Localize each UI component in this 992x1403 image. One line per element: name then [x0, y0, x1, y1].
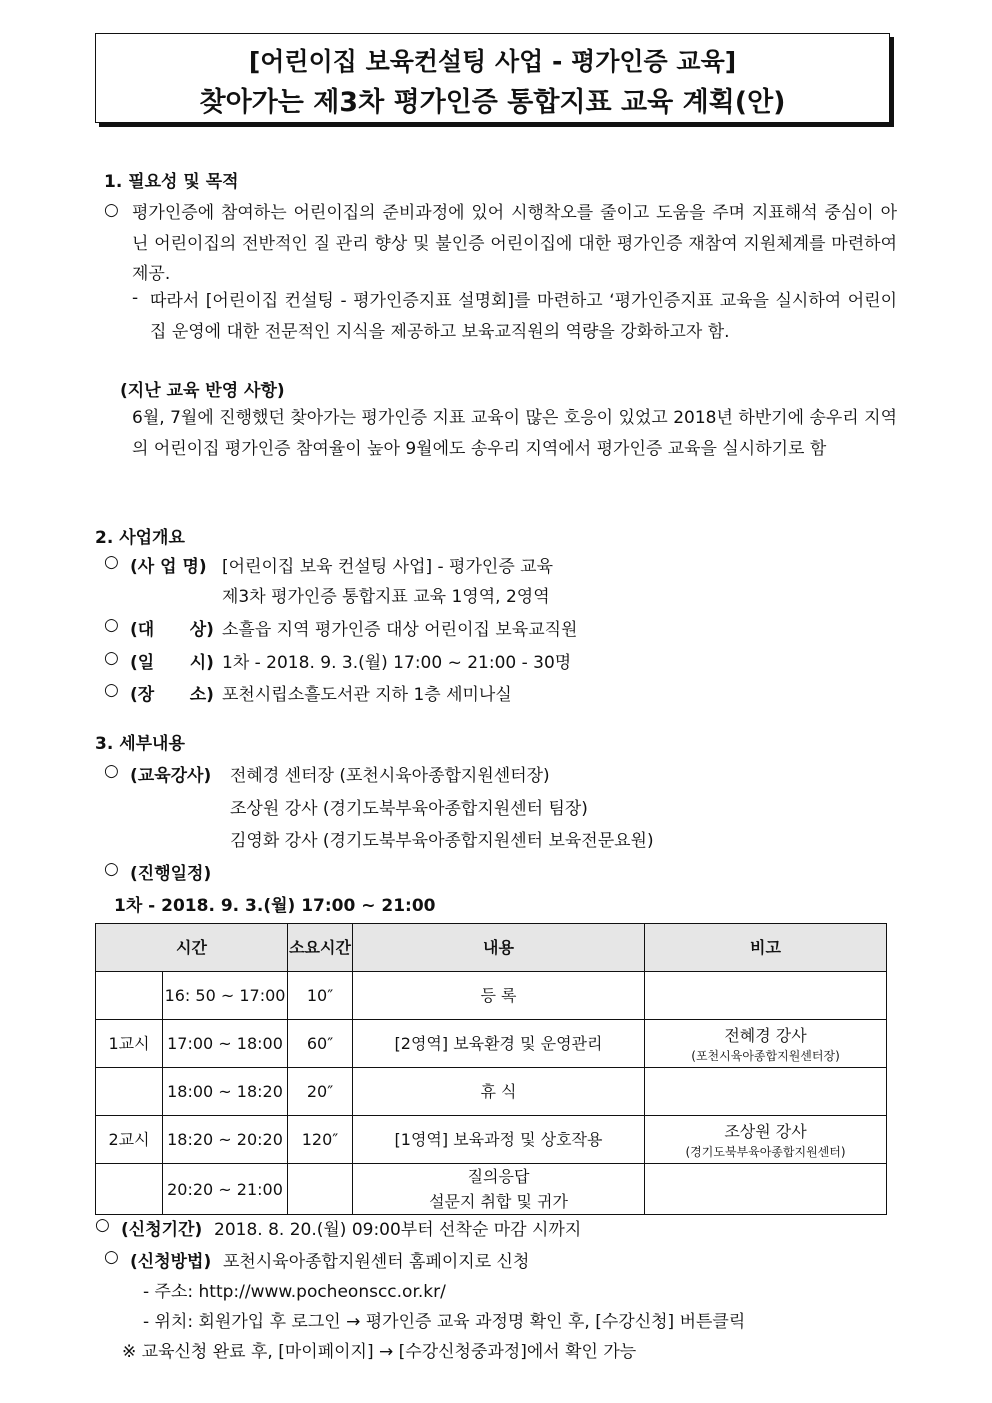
section1-para: 평가인증에 참여하는 어린이집의 준비과정에 있어 시행착오를 줄이고 도움을 주며 지표해석 중심이 아닌 어린이집의 전반적인 질 관리 향상 및 불인증 어린이집에 대한 평가인증 재참여 지원체계를 마련하여 제공.	[132, 203, 897, 284]
row-duration: 20″	[288, 1068, 353, 1116]
overview-bullet-target: ○	[104, 615, 119, 635]
title-box	[95, 33, 890, 123]
section3-heading: 3. 세부내용	[95, 734, 185, 754]
overview-value-target: 소흘읍 지역 평가인증 대상 어린이집 보육교직원	[222, 620, 578, 640]
table-row	[96, 1068, 887, 1116]
overview-label-target: (대 상)	[130, 620, 214, 640]
row-content-line1: 질의응답	[467, 1167, 530, 1186]
apply-period-value: 2018. 8. 20.(월) 09:00부터 선착순 마감 시까지	[214, 1220, 582, 1240]
table-row	[96, 1116, 887, 1164]
section1-sub-para: 따라서 [어린이집 컨설팅 - 평가인증지표 설명회]를 마련하고 ‘평가인증지표 교육을 실시하여 어린이집 운영에 대한 전문적인 지식을 제공하고 보육교직원의 역량을 강화하고자 함.	[150, 291, 897, 342]
overview-value-date: 1차 - 2018. 9. 3.(월) 17:00 ~ 21:00 - 30명	[222, 653, 572, 673]
row-note	[645, 1020, 887, 1068]
row-content: 등 록	[353, 972, 645, 1020]
row-period: 2교시	[96, 1116, 163, 1164]
overview-label-place: (장 소)	[130, 685, 214, 705]
header-duration: 소요시간	[288, 924, 353, 972]
row-note	[645, 1164, 887, 1215]
header-note: 비고	[645, 924, 887, 972]
row-time: 18:00 ~ 18:20	[163, 1068, 288, 1116]
title-line-1: [어린이집 보육컨설팅 사업 - 평가인증 교육]	[248, 47, 737, 76]
apply-method-bullet: ○	[104, 1247, 119, 1267]
section2-heading: 2. 사업개요	[95, 528, 185, 548]
overview-label-name: (사 업 명)	[130, 557, 207, 577]
schedule-label: (진행일정)	[130, 864, 212, 884]
section1-sub-dash: -	[132, 288, 139, 308]
row-period	[96, 972, 163, 1020]
overview-value-name: [어린이집 보육 컨설팅 사업] - 평가인증 교육	[222, 557, 553, 577]
instructor-3: 김영화 강사 (경기도북부육아종합지원센터 보육전문요원)	[230, 831, 654, 851]
apply-period-bullet: ○	[95, 1215, 110, 1235]
row-duration: 60″	[288, 1020, 353, 1068]
section1-bullet: ○	[104, 200, 119, 220]
table-row	[96, 1164, 887, 1215]
row-content	[353, 1164, 645, 1215]
apply-address: - 주소: http://www.pocheonscc.or.kr/	[143, 1282, 446, 1302]
row-time: 17:00 ~ 18:00	[163, 1020, 288, 1068]
row-time: 18:20 ~ 20:20	[163, 1116, 288, 1164]
row-note	[645, 972, 887, 1020]
row-content-line2: 설문지 취합 및 귀가	[429, 1192, 568, 1211]
apply-location: - 위치: 회원가입 후 로그인 → 평가인증 교육 과정명 확인 후, [수강신청] 버튼클릭	[143, 1312, 746, 1332]
apply-note: ※ 교육신청 완료 후, [마이페이지] → [수강신청중과정]에서 확인 가능	[122, 1342, 637, 1362]
row-duration: 10″	[288, 972, 353, 1020]
row-note-main: 조상원 강사	[724, 1122, 807, 1141]
table-row	[96, 1020, 887, 1068]
row-note	[645, 1068, 887, 1116]
instructor-label: (교육강사)	[130, 766, 212, 786]
overview-bullet-place: ○	[104, 680, 119, 700]
instructor-1: 전혜경 센터장 (포천시육아종합지원센터장)	[230, 766, 550, 786]
apply-period-label: (신청기간)	[121, 1220, 203, 1240]
overview-bullet-date: ○	[104, 648, 119, 668]
row-note-small: (경기도북부육아종합지원센터)	[685, 1145, 846, 1159]
row-note-small: (포천시육아종합지원센터장)	[691, 1049, 840, 1063]
overview-bullet-name: ○	[104, 552, 119, 572]
row-period: 1교시	[96, 1020, 163, 1068]
row-time: 16: 50 ~ 17:00	[163, 972, 288, 1020]
row-period	[96, 1164, 163, 1215]
row-content: [1영역] 보육과정 및 상호작용	[353, 1116, 645, 1164]
instructor-bullet: ○	[104, 761, 119, 781]
row-period	[96, 1068, 163, 1116]
overview-label-date: (일 시)	[130, 653, 214, 673]
header-time: 시간	[96, 924, 288, 972]
table-row	[96, 972, 887, 1020]
schedule-date: 1차 - 2018. 9. 3.(월) 17:00 ~ 21:00	[114, 896, 436, 916]
section1-heading: 1. 필요성 및 목적	[104, 172, 239, 192]
schedule-table	[95, 923, 887, 1215]
row-content: 휴 식	[353, 1068, 645, 1116]
apply-method-label: (신청방법)	[130, 1252, 212, 1272]
row-duration	[288, 1164, 353, 1215]
overview-value-name-2: 제3차 평가인증 통합지표 교육 1영역, 2영역	[222, 587, 550, 607]
row-note-main: 전혜경 강사	[724, 1026, 807, 1045]
reflect-heading: (지난 교육 반영 사항)	[120, 381, 285, 401]
apply-method-value: 포천시육아종합지원센터 홈페이지로 신청	[223, 1252, 530, 1272]
header-content: 내용	[353, 924, 645, 972]
overview-value-place: 포천시립소흘도서관 지하 1층 세미나실	[222, 685, 512, 705]
table-header-row	[96, 924, 887, 972]
row-time: 20:20 ~ 21:00	[163, 1164, 288, 1215]
row-duration: 120″	[288, 1116, 353, 1164]
schedule-bullet: ○	[104, 859, 119, 879]
instructor-2: 조상원 강사 (경기도북부육아종합지원센터 팀장)	[230, 799, 588, 819]
row-content: [2영역] 보육환경 및 운영관리	[353, 1020, 645, 1068]
row-note	[645, 1116, 887, 1164]
title-line-2: 찾아가는 제3차 평가인증 통합지표 교육 계획(안)	[199, 87, 786, 118]
reflect-para: 6월, 7월에 진행했던 찾아가는 평가인증 지표 교육이 많은 호응이 있었고 2018년 하반기에 송우리 지역의 어린이집 평가인증 참여율이 높아 9월에도 송우리 지역에서 평가인증 교육을 실시하기로 함	[132, 408, 897, 459]
